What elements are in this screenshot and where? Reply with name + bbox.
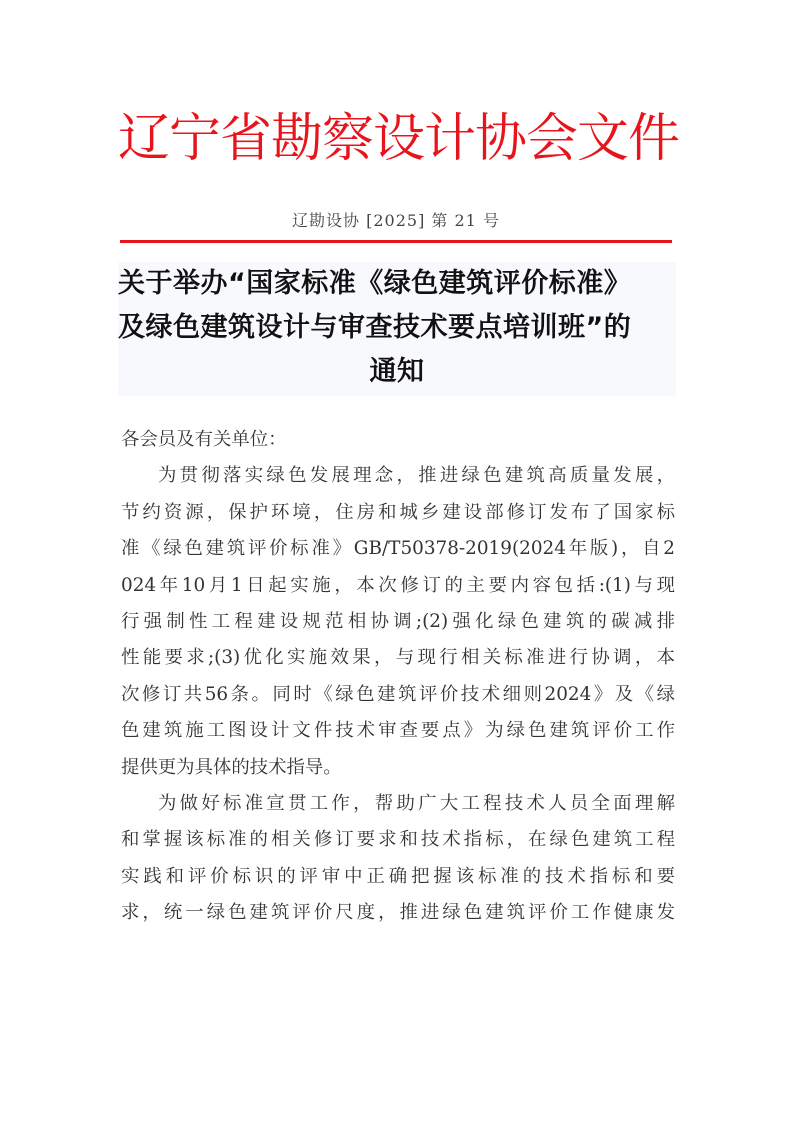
header-char: 协	[475, 109, 528, 169]
org-document-header	[118, 104, 681, 174]
header-char: 会	[526, 109, 579, 169]
paragraph-line: 行强制性工程建设规范相协调;(2)强化绿色建筑的碳减排	[121, 610, 675, 632]
header-char: 察	[322, 109, 375, 169]
paragraph-line: 节约资源，保护环境，住房和城乡建设部修订发布了国家标	[121, 501, 675, 523]
red-divider	[120, 240, 672, 243]
header-char: 勘	[271, 109, 324, 169]
paragraph-line: 次修订共56条。同时《绿色建筑评价技术细则2024》及《绿	[121, 683, 675, 705]
paragraph-line: 色建筑施工图设计文件技术审查要点》为绿色建筑评价工作	[121, 720, 675, 742]
title-line-2: 及绿色建筑设计与审查技术要点培训班”的	[118, 312, 632, 343]
paragraph-line: 提供更为具体的技术指导。	[121, 756, 342, 778]
paragraph-line: 实践和评价标识的评审中正确把握该标准的技术指标和要	[121, 865, 675, 887]
header-char: 文	[577, 109, 630, 169]
paragraph-line: 为贯彻落实绿色发展理念，推进绿色建筑高质量发展，	[158, 465, 675, 487]
notice-body	[121, 422, 675, 931]
title-line-3: 通知	[369, 356, 425, 387]
header-char: 省	[220, 109, 273, 169]
paragraph-line: 为做好标准宣贯工作，帮助广大工程技术人员全面理解	[158, 792, 675, 814]
document-number: 辽勘设协 [2025] 第 21 号	[292, 211, 500, 230]
header-char: 设	[373, 109, 426, 169]
header-char: 宁	[169, 109, 222, 169]
paragraph-line: 求，统一绿色建筑评价尺度，推进绿色建筑评价工作健康发	[121, 902, 675, 924]
header-char: 计	[424, 109, 477, 169]
paragraph-line: 性能要求;(3)优化实施效果，与现行相关标准进行协调，本	[121, 647, 675, 669]
notice-title	[118, 262, 676, 396]
title-line-1: 关于举办“国家标准《绿色建筑评价标准》	[118, 268, 632, 299]
header-char: 件	[628, 109, 681, 169]
paragraph-line: 准《绿色建筑评价标准》GB/T50378-2019(2024年版)，自2	[121, 538, 675, 560]
header-char: 辽	[118, 109, 171, 169]
paragraph-line: 和掌握该标准的相关修订要求和技术指标，在绿色建筑工程	[121, 829, 675, 851]
paragraph-line: 024年10月1日起实施，本次修订的主要内容包括:(1)与现	[121, 574, 675, 596]
salutation: 各会员及有关单位：	[121, 429, 287, 450]
